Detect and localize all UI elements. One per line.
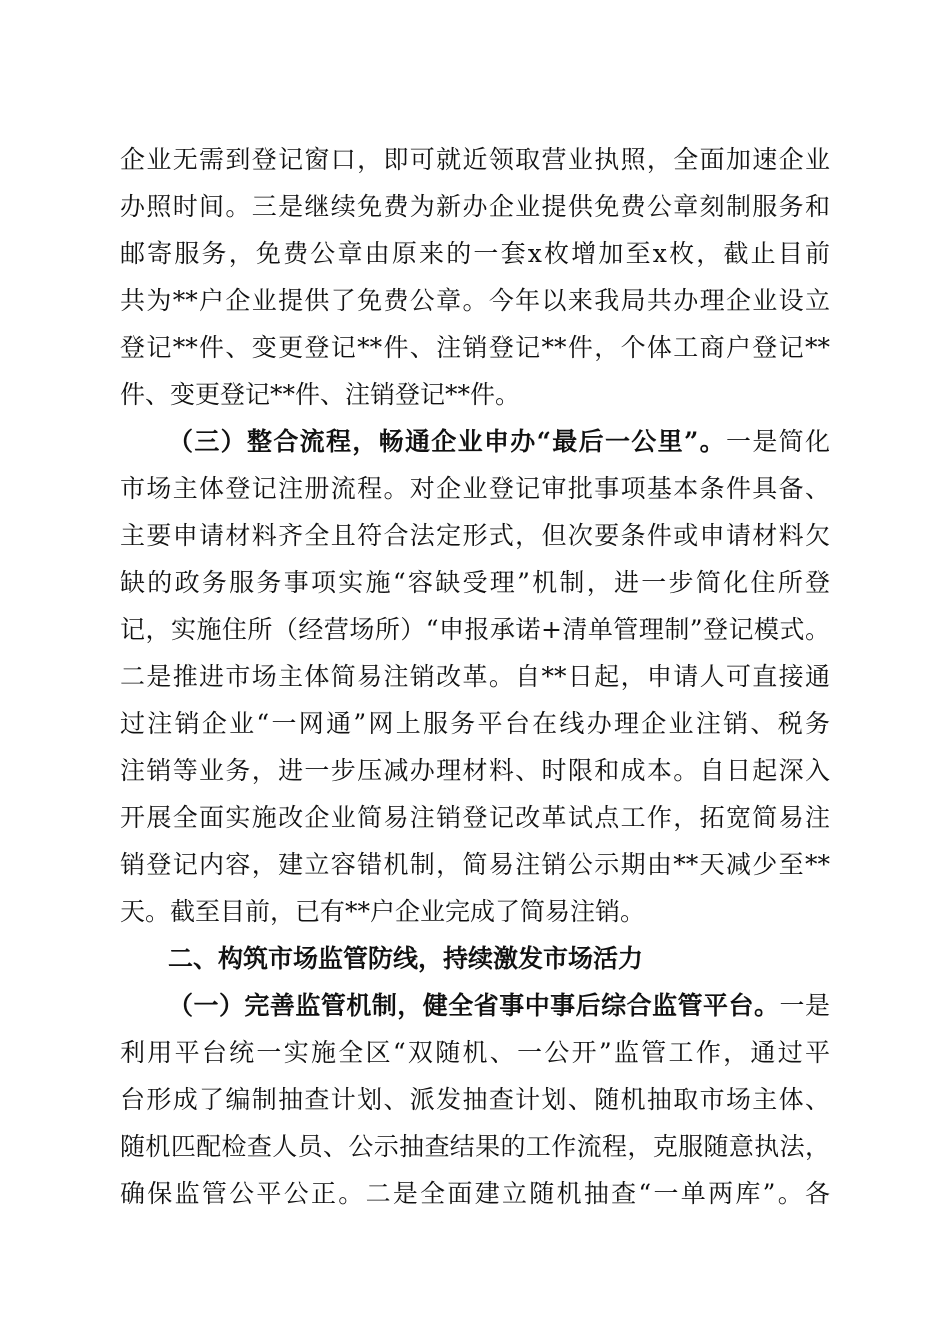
subsection-heading: （一）完善监管机制，健全省事中事后综合监管平台。	[168, 991, 780, 1020]
paragraph-line: 确保监管公平公正。二是全面建立随机抽查“一单两库”。各	[120, 1179, 830, 1208]
paragraph-line: 利用平台统一实施全区“双随机、一公开”监管工作，通过平	[120, 1038, 830, 1067]
paragraph-line: 记，实施住所（经营场所）“申报承诺+清单管理制”登记模式。	[120, 615, 830, 644]
paragraph-line: 注销等业务，进一步压减办理材料、时限和成本。自日起深入	[120, 756, 830, 785]
paragraph-line: 主要申请材料齐全且符合法定形式，但次要条件或申请材料欠	[120, 521, 830, 550]
paragraph-text: 一是	[779, 991, 830, 1020]
paragraph-line: 邮寄服务，免费公章由原来的一套x枚增加至x枚，截止目前	[120, 239, 830, 268]
paragraph-line: 销登记内容，建立容错机制，简易注销公示期由**天减少至**	[120, 850, 830, 879]
paragraph-line: 随机匹配检查人员、公示抽查结果的工作流程，克服随意执法，	[120, 1132, 830, 1161]
paragraph-line: 登记**件、变更登记**件、注销登记**件，个体工商户登记**	[120, 333, 830, 362]
subsection-heading: （三）整合流程，畅通企业申办“最后一公里”。	[168, 427, 726, 456]
paragraph-line: 缺的政务服务事项实施“容缺受理”机制，进一步简化住所登	[120, 568, 830, 597]
paragraph-line: 市场主体登记注册流程。对企业登记审批事项基本条件具备、	[120, 474, 830, 503]
subsection-heading-line	[168, 422, 830, 462]
paragraph-line: 过注销企业“一网通”网上服务平台在线办理企业注销、税务	[120, 709, 830, 738]
paragraph-line: 办照时间。三是继续免费为新办企业提供免费公章刻制服务和	[120, 192, 830, 221]
paragraph-line: 天。截至目前，已有**户企业完成了简易注销。	[120, 897, 646, 926]
paragraph-line: 台形成了编制抽查计划、派发抽查计划、随机抽取市场主体、	[120, 1085, 830, 1114]
paragraph-line: 企业无需到登记窗口，即可就近领取营业执照，全面加速企业	[120, 145, 830, 174]
paragraph-text: 一是简化	[726, 427, 830, 456]
paragraph-line: 共为**户企业提供了免费公章。今年以来我局共办理企业设立	[120, 286, 830, 315]
paragraph-line: 件、变更登记**件、注销登记**件。	[120, 380, 521, 409]
section-heading: 二、构筑市场监管防线，持续激发市场活力	[168, 944, 644, 973]
paragraph-line: 开展全面实施改企业简易注销登记改革试点工作，拓宽简易注	[120, 803, 830, 832]
paragraph-line: 二是推进市场主体简易注销改革。自**日起，申请人可直接通	[120, 662, 830, 691]
subsection-heading-line	[168, 986, 830, 1026]
